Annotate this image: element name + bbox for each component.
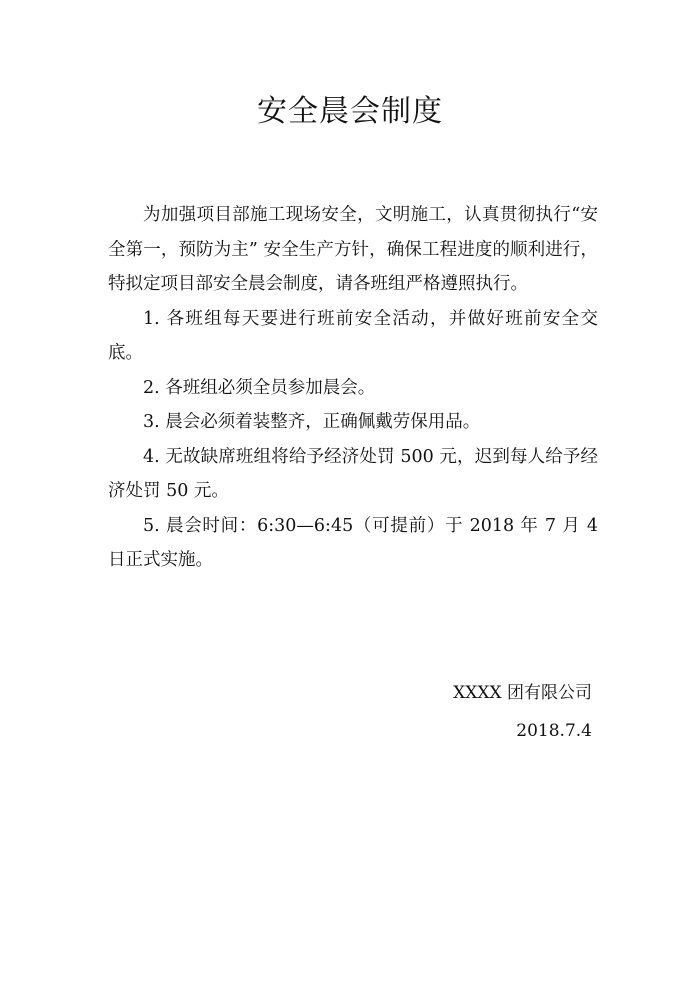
document-title: 安全晨会制度 <box>257 94 443 129</box>
document-body <box>108 198 598 578</box>
company-name: XXXX 团有限公司 <box>453 683 592 703</box>
rule-item-5: 5. 晨会时间：6:30—6:45（可提前）于 2018 年 7 月 4 日正式实施。 <box>108 515 598 570</box>
intro-paragraph: 为加强项目部施工现场安全，文明施工，认真贯彻执行“安全第一，预防为主” 安全生产方针，确保工程进度的顺利进行，特拟定项目部安全晨会制度，请各班组严格遵照执行。 <box>108 205 598 294</box>
rule-item-4: 4. 无故缺席班组将给予经济处罚 500 元，迟到每人给予经济处罚 50 元。 <box>108 446 598 501</box>
rule-item-3: 3. 晨会必须着装整齐，正确佩戴劳保用品。 <box>143 412 481 432</box>
signature-date: 2018.7.4 <box>516 721 592 741</box>
rule-item-1: 1. 各班组每天要进行班前安全活动，并做好班前安全交底。 <box>108 308 598 363</box>
rule-item-2: 2. 各班组必须全员参加晨会。 <box>143 377 376 398</box>
signature-block <box>453 674 592 750</box>
